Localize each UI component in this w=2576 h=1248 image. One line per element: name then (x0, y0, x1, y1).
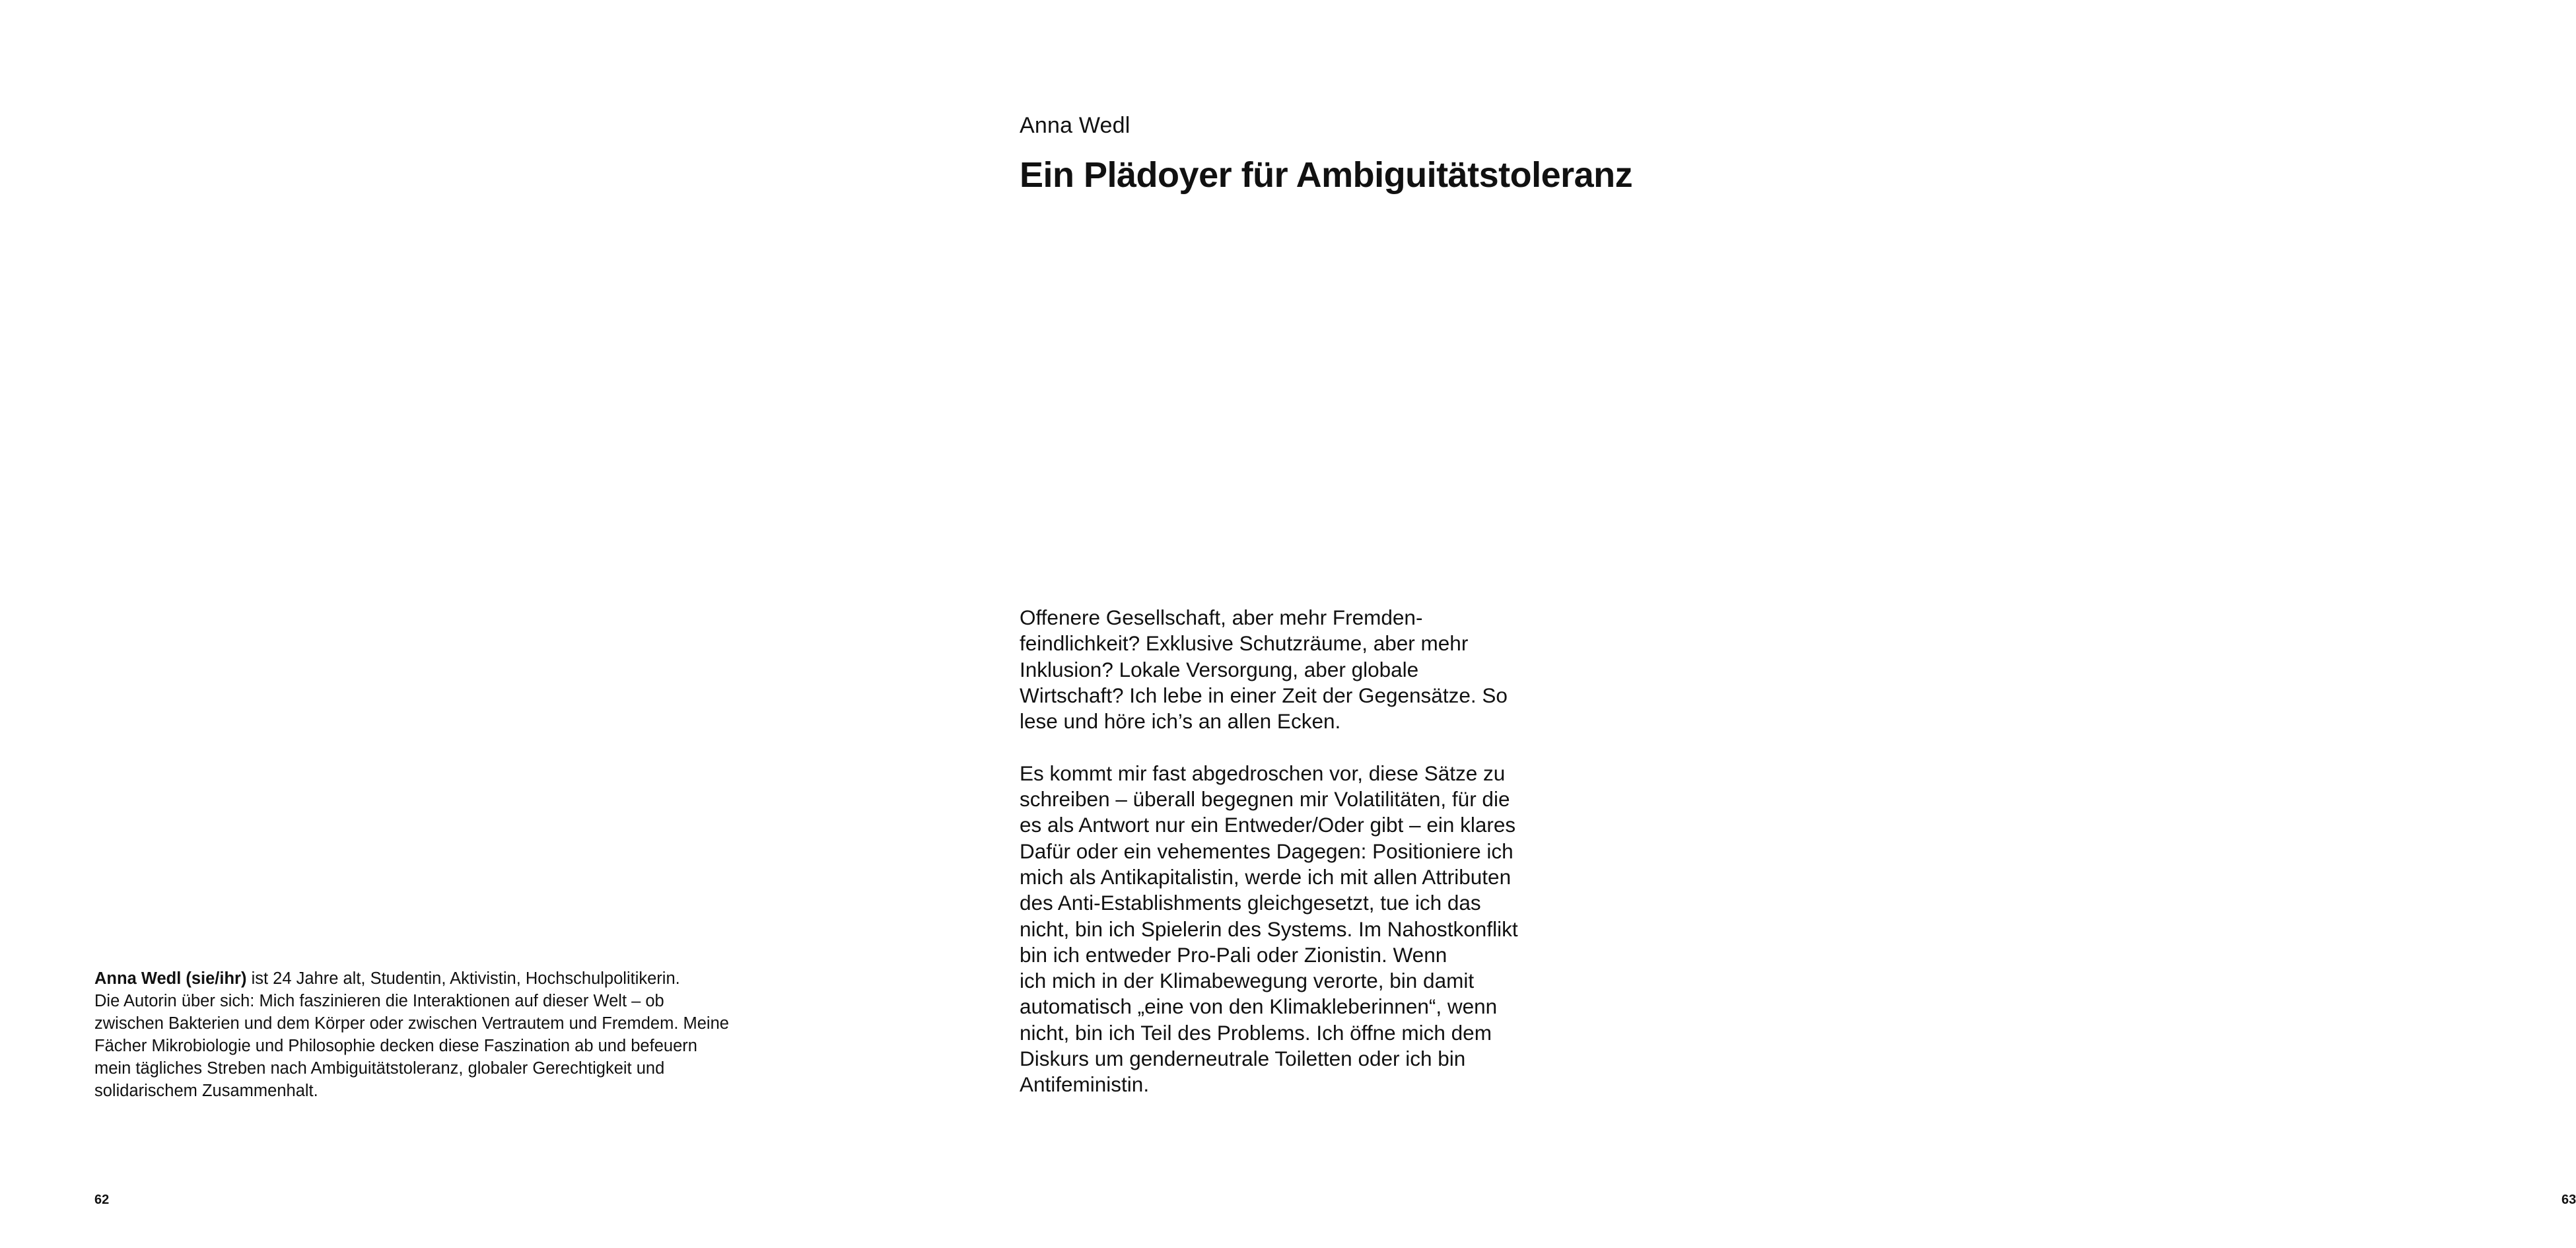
right-page (884, 0, 2576, 1248)
text-line: Inklusion? Lokale Versorgung, aber globale (1020, 657, 1419, 681)
text-line: Diskurs um genderneutrale Toiletten oder ich bin (1020, 1047, 1466, 1071)
text-line: feindlichkeit? Exklusive Schutzräume, aber mehr (1020, 631, 1469, 656)
text-line: es als Antwort nur ein Entweder/Oder gibt – ein klares (1020, 813, 1516, 837)
text-line: nicht, bin ich Spielerin des Systems. Im Nahostkonflikt (1020, 917, 1518, 941)
page-number-left: 62 (94, 1193, 110, 1207)
text-line: lese und höre ich’s an allen Ecken. (1020, 709, 1341, 734)
text-line: ich mich in der Klimabewegung verorte, bin damit (1020, 969, 1475, 993)
text-line: Wirtschaft? Ich lebe in einer Zeit der Gegensätze. So (1020, 683, 1508, 707)
bio-line: mein tägliches Streben nach Ambiguitätstoleranz, globaler Gerechtigkeit und (94, 1059, 665, 1078)
paragraph (1020, 605, 1528, 734)
bio-line: solidarischem Zusammenhalt. (94, 1082, 318, 1100)
text-line: Es kommt mir fast abgedroschen vor, diese Sätze zu (1020, 761, 1506, 785)
text-line: mich als Antikapitalistin, werde ich mit allen Attributen (1020, 864, 1512, 889)
text-line: des Anti-Establishments gleichgesetzt, tue ich das (1020, 891, 1481, 915)
bio-line: Fächer Mikrobiologie und Philosophie decken diese Faszination ab und befeuern (94, 1037, 697, 1055)
bio-author-name: Anna Wedl (sie/ihr) (94, 969, 247, 988)
text-line: schreiben – überall begegnen mir Volatilitäten, für die (1020, 787, 1510, 812)
paragraph (1020, 761, 1528, 1098)
bio-line (94, 967, 781, 990)
left-page (0, 0, 884, 1248)
bio-line: Die Autorin über sich: Mich faszinieren die Interaktionen auf dieser Welt – ob (94, 992, 664, 1010)
text-line: Dafür oder ein vehementes Dagegen: Positioniere ich (1020, 839, 1514, 863)
page-number-right: 63 (2561, 1193, 2576, 1207)
text-line: Offenere Gesellschaft, aber mehr Fremden- (1020, 606, 1423, 629)
article-body (1020, 605, 1528, 1124)
author-bio (94, 967, 781, 1102)
bio-line-text: ist 24 Jahre alt, Studentin, Aktivistin, Hochschulpolitikerin. (246, 969, 680, 988)
text-line: bin ich entweder Pro-Pali oder Zionistin. Wenn (1020, 942, 1447, 967)
article-title: Ein Plädoyer für Ambiguitätstoleranz (1020, 155, 1633, 195)
text-line: nicht, bin ich Teil des Problems. Ich öffne mich dem (1020, 1020, 1492, 1045)
text-line: Antifeministin. (1020, 1072, 1150, 1097)
article-author: Anna Wedl (1020, 113, 1131, 138)
bio-line: zwischen Bakterien und dem Körper oder zwischen Vertrautem und Fremdem. Meine (94, 1014, 729, 1033)
text-line: automatisch „eine von den Klimakleberinnen“, wenn (1020, 994, 1498, 1019)
